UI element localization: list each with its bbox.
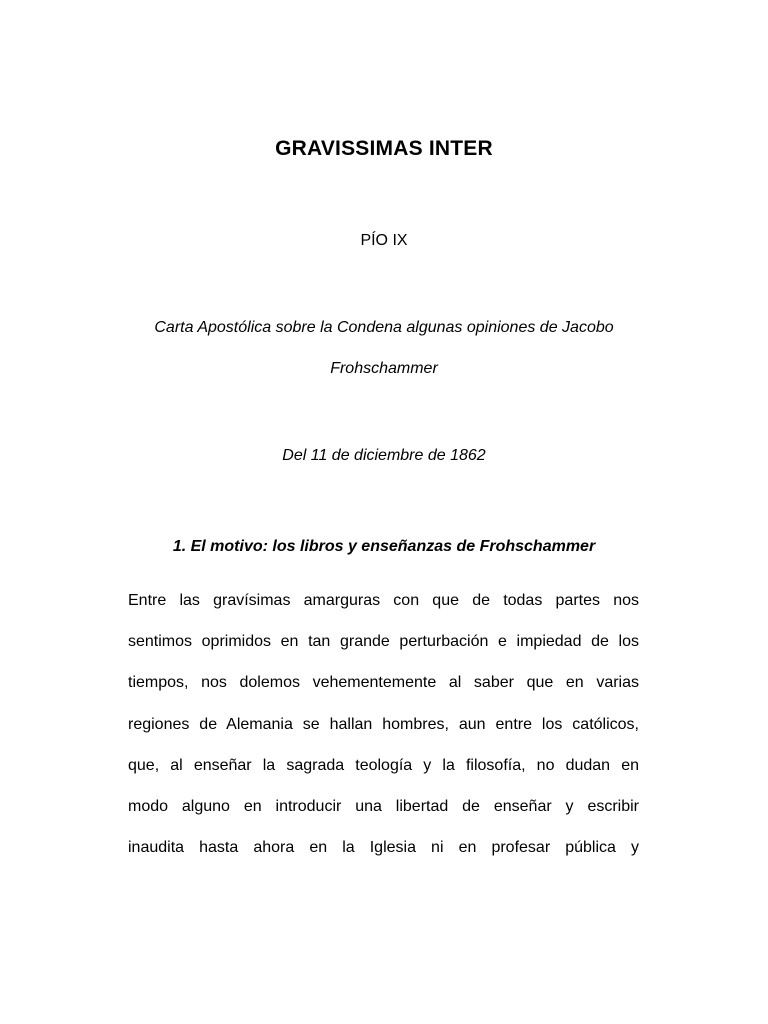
paragraph-line: Entre las gravísimas amarguras con que de todas partes nos (128, 592, 639, 609)
document-date: Del 11 de diciembre de 1862 (282, 447, 486, 464)
body-paragraph (128, 580, 639, 868)
paragraph-line: regiones de Alemania se hallan hombres, aun entre los católicos, (128, 715, 639, 733)
paragraph-line: modo alguno en introducir una libertad de enseñar y escribir (128, 797, 639, 815)
document-subtitle-line-1: Carta Apostólica sobre la Condena algunas opiniones de Jacobo (154, 319, 614, 336)
document-subtitle-line-2: Frohschammer (330, 360, 438, 377)
document-author: PÍO IX (360, 232, 408, 249)
section-heading: 1. El motivo: los libros y enseñanzas de Frohschammer (172, 538, 596, 555)
paragraph-line: que, al enseñar la sagrada teología y la filosofía, no dudan en (128, 756, 639, 774)
document-title: GRAVISSIMAS INTER (275, 137, 493, 160)
paragraph-line: tiempos, nos dolemos vehementemente al saber que en varias (128, 674, 639, 692)
paragraph-line: inaudita hasta ahora en la Iglesia ni en profesar pública y (128, 839, 639, 857)
paragraph-line: sentimos oprimidos en tan grande perturbación e impiedad de los (128, 633, 639, 651)
